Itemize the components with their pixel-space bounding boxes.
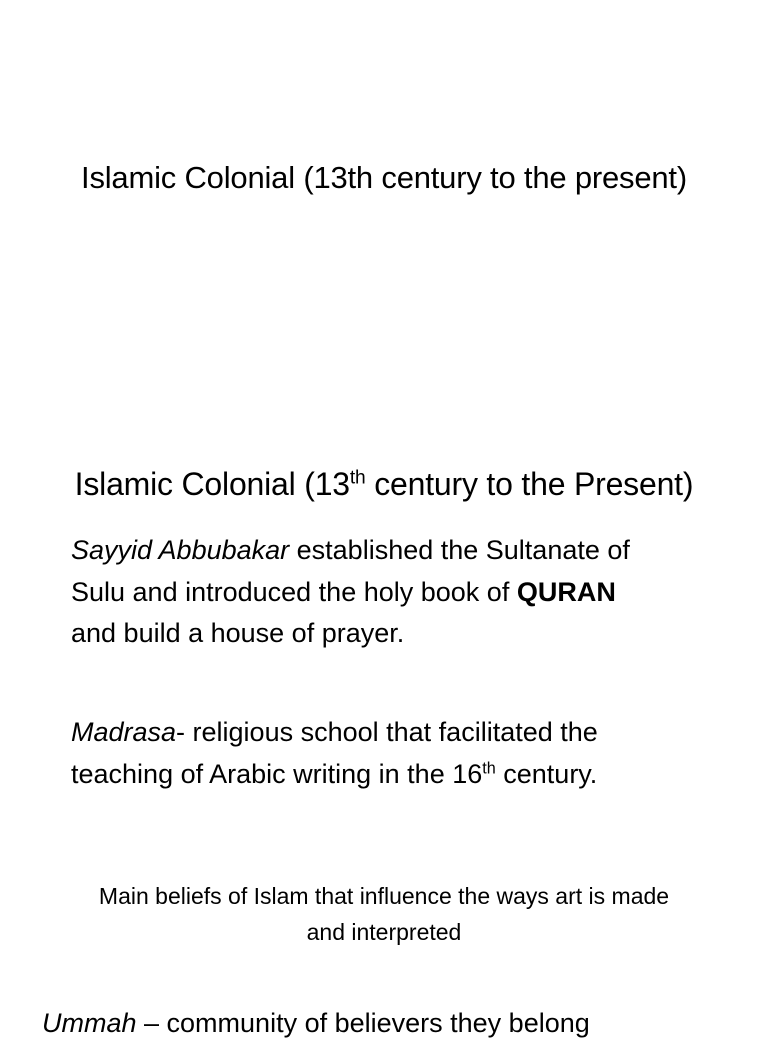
sultanate-paragraph (71, 530, 751, 655)
line-text: Sulu and introduced the holy book of (71, 576, 517, 607)
person-name: Sayyid Abbubakar (71, 535, 290, 565)
heading-line: and interpreted (306, 919, 462, 945)
ordinal-suffix: th (482, 758, 496, 777)
title-ordinal-suffix: th (349, 467, 366, 489)
slide-3-heading (0, 878, 768, 950)
line-text: - religious school that facilitated the (176, 717, 598, 747)
ummah-item (42, 1004, 590, 1042)
holy-book-name: QURAN (516, 576, 616, 607)
slide-2-title (0, 466, 768, 503)
madrasa-paragraph (71, 712, 751, 795)
title-text-start: Islamic Colonial (13 (74, 466, 350, 502)
line-text: century. (495, 758, 598, 789)
paragraph-line (71, 754, 751, 796)
title-text-end: century to the Present) (365, 466, 694, 502)
paragraph-line (71, 530, 751, 572)
line-text: – community of believers they belong (136, 1008, 590, 1038)
paragraph-line (71, 572, 751, 614)
term-name: Madrasa (71, 717, 177, 747)
slide-1-title: Islamic Colonial (13th century to the present) (81, 160, 687, 195)
heading-line: Main beliefs of Islam that influence the ways art is made (98, 883, 670, 909)
paragraph-line: and build a house of prayer. (71, 618, 405, 648)
line-text: established the Sultanate of (289, 535, 630, 565)
paragraph-line (71, 712, 751, 754)
line-text: teaching of Arabic writing in the 16 (71, 758, 483, 789)
term-name: Ummah (42, 1008, 137, 1038)
